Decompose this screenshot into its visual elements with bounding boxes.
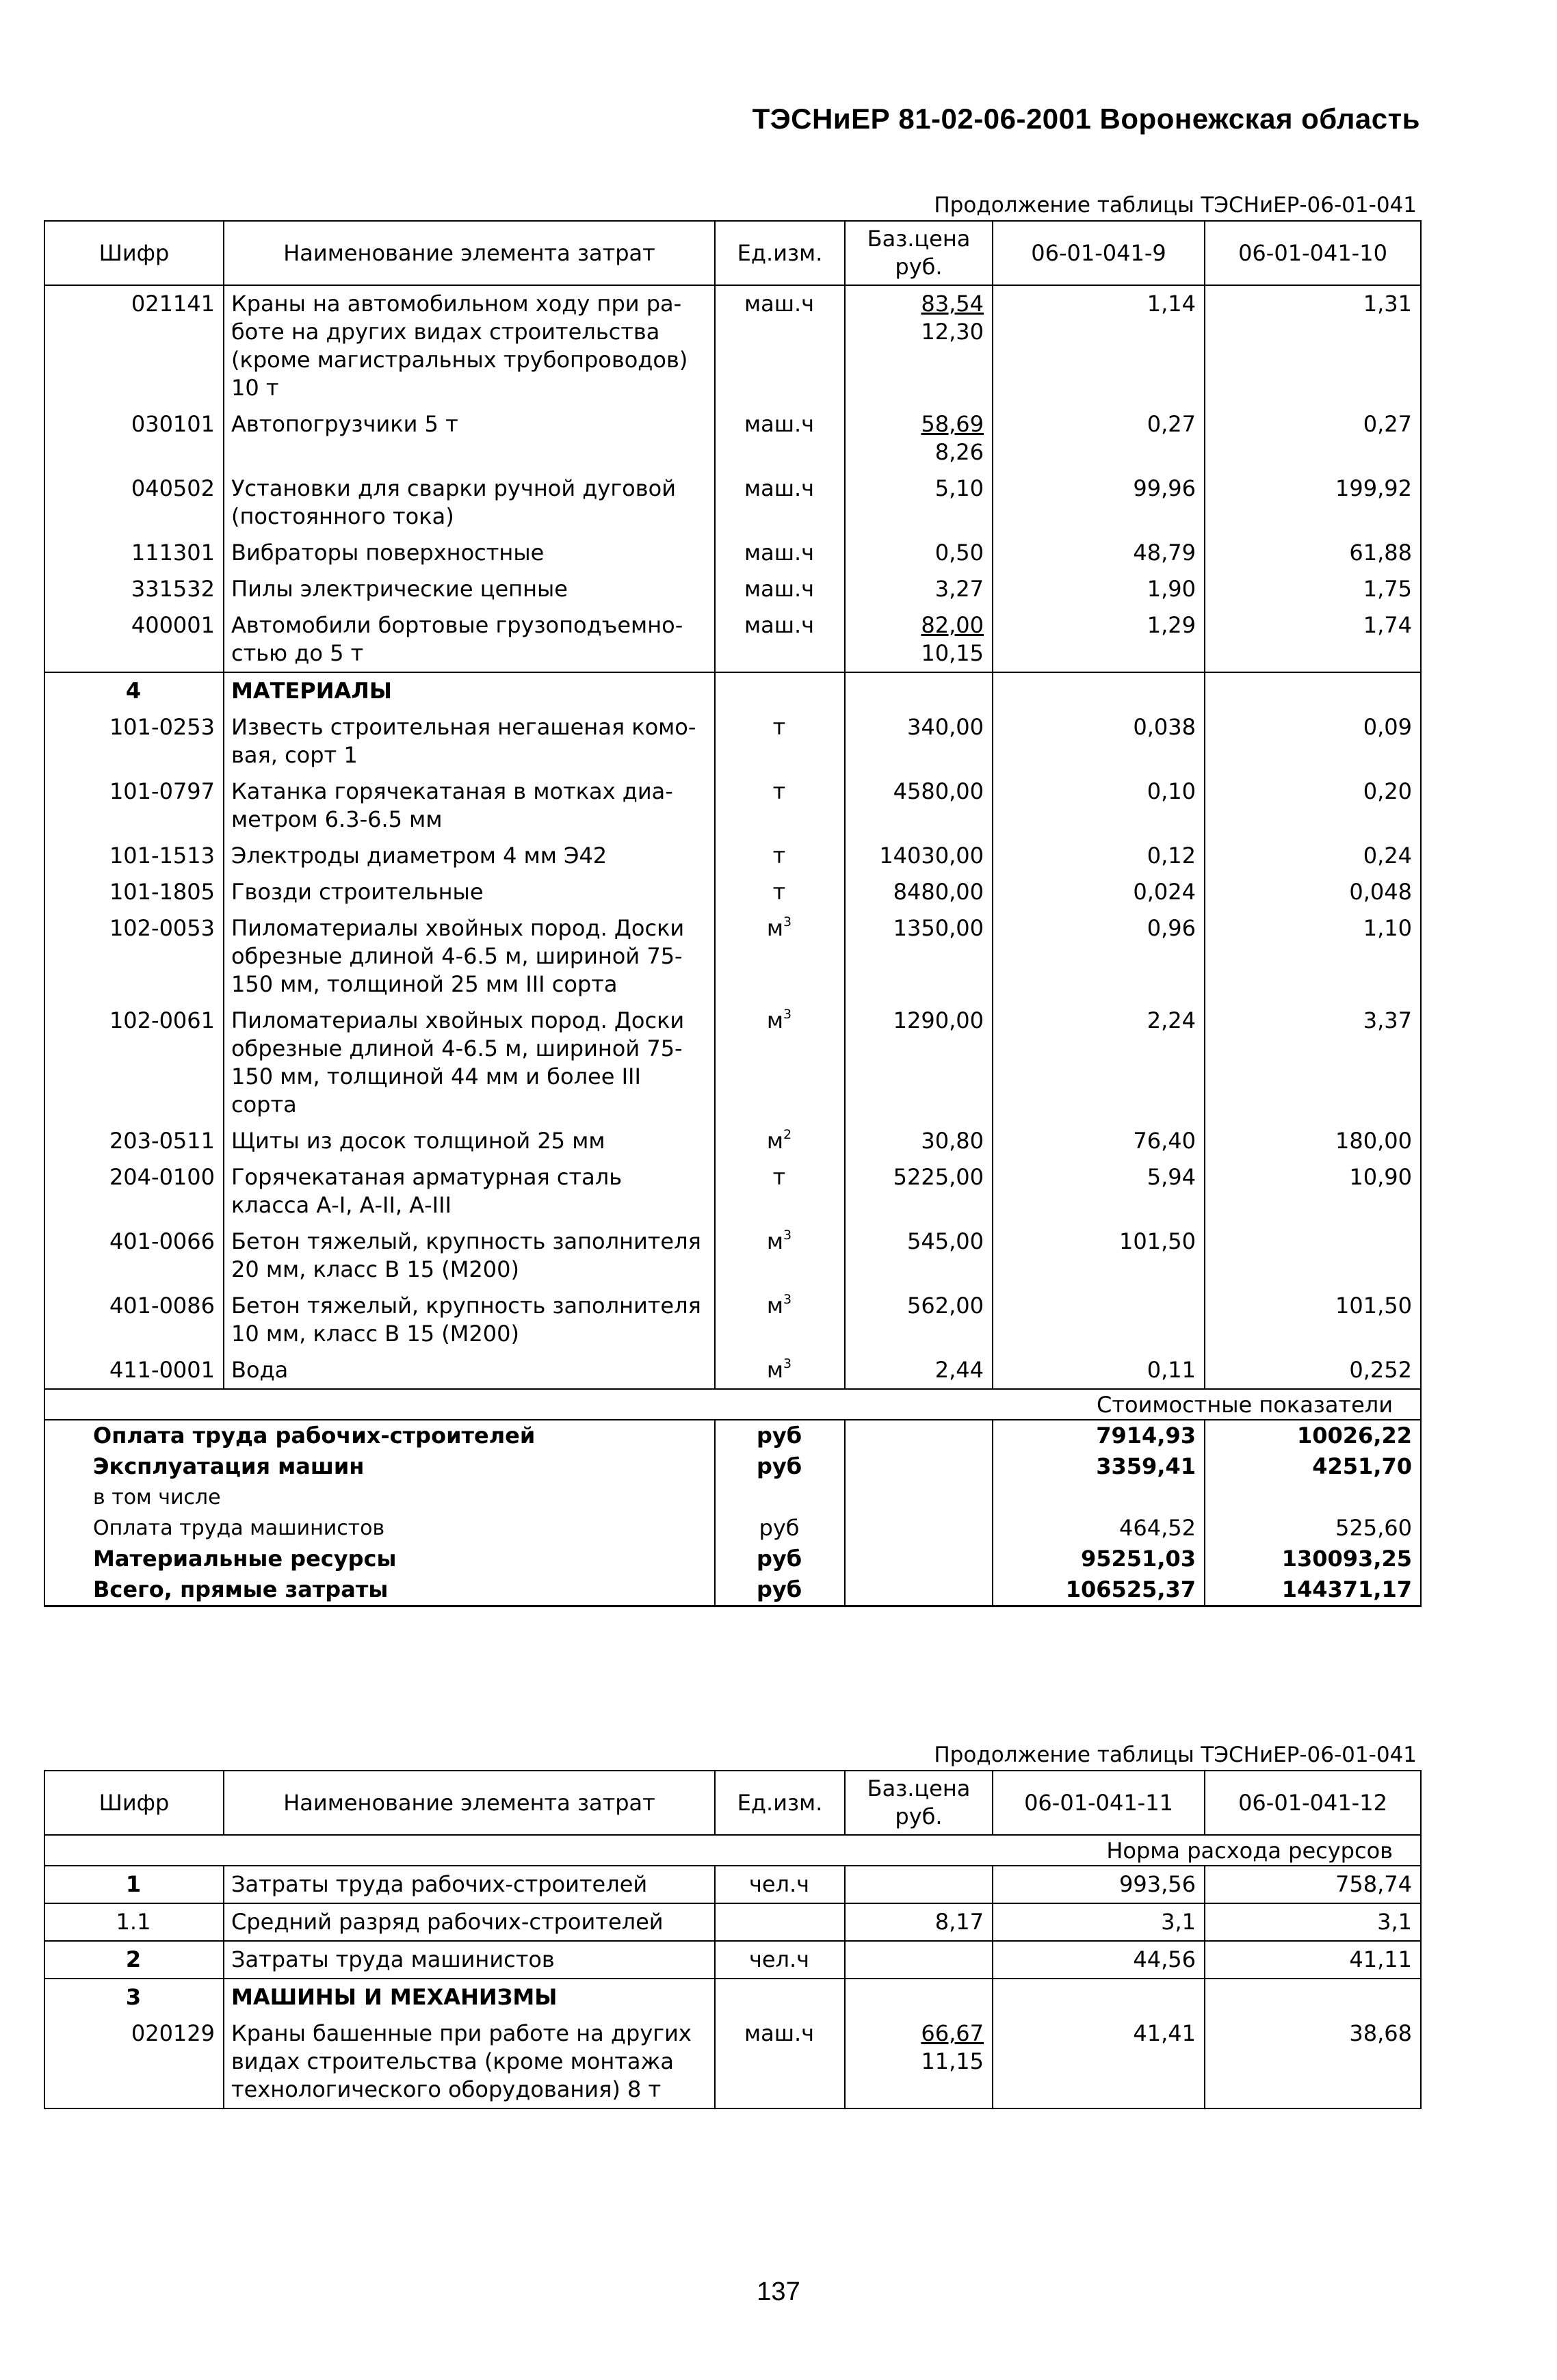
row-code: 204-0100: [44, 1159, 224, 1224]
row-price: [845, 874, 993, 910]
header-code: Шифр: [44, 1771, 224, 1835]
summary-unit: руб: [715, 1420, 845, 1451]
unit-text: м: [766, 1007, 784, 1033]
row-name: Установки для сварки ручной дуговой (постоянного тока): [224, 471, 715, 535]
row-value-a: 1,90: [993, 571, 1205, 607]
table-row: [44, 571, 1421, 607]
unit-text: маш.ч: [744, 540, 815, 566]
table-row: [44, 406, 1421, 471]
row-name: Вибраторы поверхностные: [224, 535, 715, 571]
row-price: [845, 1352, 993, 1389]
row-unit: [715, 1903, 845, 1941]
row-value-b: 101,50: [1205, 1288, 1421, 1352]
summary-unit: руб: [715, 1574, 845, 1606]
summary-value-a: 95251,03: [993, 1544, 1205, 1574]
row-value-b: 199,92: [1205, 471, 1421, 535]
band-row: [44, 1389, 1421, 1420]
empty-cell: [845, 1979, 993, 2015]
row-unit: [715, 285, 845, 406]
empty-cell: [845, 1482, 993, 1513]
row-value-b: 180,00: [1205, 1123, 1421, 1159]
row-name: Бетон тяжелый, крупность заполнителя 20 мм, класс В 15 (М200): [224, 1224, 715, 1288]
price-value: 30,80: [921, 1128, 984, 1154]
summary-row: [44, 1574, 1421, 1606]
row-price: [845, 1003, 993, 1123]
row-code: 101-1513: [44, 838, 224, 874]
table-row: [44, 607, 1421, 672]
summary-value-b: 4251,70: [1205, 1451, 1421, 1482]
section-title: МАТЕРИАЛЫ: [224, 672, 715, 709]
section-row: [44, 1979, 1421, 2015]
row-value-a: 2,24: [993, 1003, 1205, 1123]
row-value-a: 41,41: [993, 2015, 1205, 2108]
table-row: [44, 1123, 1421, 1159]
header-name: Наименование элемента затрат: [224, 221, 715, 285]
table-caption: Продолжение таблицы ТЭСНиЕР-06-01-041: [934, 193, 1417, 217]
price-value: 14030,00: [879, 843, 984, 869]
price-value: 1290,00: [893, 1007, 984, 1033]
row-unit: [715, 607, 845, 672]
resource-table-2: [44, 1770, 1422, 2109]
price-value: 58,69: [921, 411, 984, 437]
row-name: Затраты труда рабочих-строителей: [224, 1866, 715, 1903]
empty-cell: [845, 1420, 993, 1451]
header-col-b: 06-01-041-10: [1205, 221, 1421, 285]
row-unit: [715, 1003, 845, 1123]
price-salary-value: 8,26: [934, 439, 984, 465]
row-name: Горячекатаная арматурная сталь класса А-I, А-II, А-III: [224, 1159, 715, 1224]
unit-text: т: [772, 1164, 786, 1190]
row-value-a: 1,29: [993, 607, 1205, 672]
row-value-a: 48,79: [993, 535, 1205, 571]
row-price: [845, 709, 993, 774]
row-name: Пилы электрические цепные: [224, 571, 715, 607]
row-code: 030101: [44, 406, 224, 471]
row-value-b: 1,75: [1205, 571, 1421, 607]
price-value: 340,00: [907, 714, 984, 740]
row-code: 020129: [44, 2015, 224, 2108]
row-value-a: 0,024: [993, 874, 1205, 910]
price-value: 66,67: [921, 2020, 984, 2046]
row-unit: [715, 471, 845, 535]
row-unit: [715, 1288, 845, 1352]
unit-exponent: 3: [783, 1292, 792, 1307]
row-value-a: 3,1: [993, 1903, 1205, 1941]
row-name: Пиломатериалы хвойных пород. Доски обрезные длиной 4-6.5 м, шириной 75-150 мм, толщиной 44 мм и более III сорта: [224, 1003, 715, 1123]
empty-cell: [1205, 1979, 1421, 2015]
row-value-b: 0,20: [1205, 774, 1421, 838]
table-header-row: [44, 221, 1421, 285]
empty-cell: [845, 672, 993, 709]
unit-exponent: 3: [783, 1007, 792, 1022]
table-row: [44, 1003, 1421, 1123]
price-value: 5,10: [934, 475, 984, 501]
unit-text: м: [766, 1357, 784, 1383]
row-value-a: 0,038: [993, 709, 1205, 774]
resource-table-1: [44, 220, 1422, 1607]
unit-text: т: [772, 714, 786, 740]
empty-cell: [715, 1979, 845, 2015]
row-unit: чел.ч: [715, 1866, 845, 1903]
empty-cell: [845, 1544, 993, 1574]
row-name: Автомобили бортовые грузоподъемно-стью до 5 т: [224, 607, 715, 672]
row-value-b: 3,37: [1205, 1003, 1421, 1123]
row-name: Затраты труда машинистов: [224, 1941, 715, 1979]
unit-exponent: 3: [783, 1228, 792, 1243]
row-name: Вода: [224, 1352, 715, 1389]
row-value-a: 1,14: [993, 285, 1205, 406]
row-price: [845, 1159, 993, 1224]
summary-row: [44, 1451, 1421, 1482]
row-name: Автопогрузчики 5 т: [224, 406, 715, 471]
row-name: Бетон тяжелый, крупность заполнителя 10 мм, класс В 15 (М200): [224, 1288, 715, 1352]
row-price: [845, 1288, 993, 1352]
row-code: 331532: [44, 571, 224, 607]
row-value-a: 0,10: [993, 774, 1205, 838]
row-name: Электроды диаметром 4 мм Э42: [224, 838, 715, 874]
price-value: 1350,00: [893, 915, 984, 941]
row-name: Краны башенные при работе на других видах строительства (кроме монтажа технологического оборудования) 8 т: [224, 2015, 715, 2108]
row-value-b: 0,27: [1205, 406, 1421, 471]
row-value-a: [993, 1288, 1205, 1352]
price-value: 5225,00: [893, 1164, 984, 1190]
price-value: 0,50: [934, 540, 984, 566]
row-code: 102-0053: [44, 910, 224, 1003]
row-price: [845, 406, 993, 471]
table-row: [44, 471, 1421, 535]
row-unit: [715, 709, 845, 774]
summary-value-a: [993, 1482, 1205, 1513]
unit-text: маш.ч: [744, 411, 815, 437]
row-code: 101-1805: [44, 874, 224, 910]
row-price: [845, 607, 993, 672]
row-value-a: 99,96: [993, 471, 1205, 535]
table-caption-2: Продолжение таблицы ТЭСНиЕР-06-01-041: [934, 1743, 1417, 1767]
row-name: Известь строительная негашеная комо-вая, сорт 1: [224, 709, 715, 774]
price-value: 562,00: [907, 1293, 984, 1319]
table-row: [44, 2015, 1421, 2108]
row-value-a: 101,50: [993, 1224, 1205, 1288]
summary-row: [44, 1420, 1421, 1451]
row-price: [845, 535, 993, 571]
row-price: [845, 571, 993, 607]
unit-text: м: [766, 1293, 784, 1319]
table-row: [44, 285, 1421, 406]
row-code: 102-0061: [44, 1003, 224, 1123]
summary-value-b: 144371,17: [1205, 1574, 1421, 1606]
summary-value-b: 130093,25: [1205, 1544, 1421, 1574]
price-value: 545,00: [907, 1228, 984, 1254]
header-unit: Ед.изм.: [715, 1771, 845, 1835]
row-price: [845, 285, 993, 406]
table-row: [44, 838, 1421, 874]
summary-row: [44, 1513, 1421, 1544]
page-title: ТЭСНиЕР 81-02-06-2001 Воронежская область: [752, 103, 1420, 135]
header-name: Наименование элемента затрат: [224, 1771, 715, 1835]
summary-value-a: 7914,93: [993, 1420, 1205, 1451]
summary-label: Оплата труда машинистов: [44, 1513, 715, 1544]
row-value-b: [1205, 1224, 1421, 1288]
empty-cell: [1205, 672, 1421, 709]
row-unit: [715, 1224, 845, 1288]
unit-text: м: [766, 1228, 784, 1254]
unit-text: м: [766, 1128, 784, 1154]
row-unit: [715, 1123, 845, 1159]
section-title: МАШИНЫ И МЕХАНИЗМЫ: [224, 1979, 715, 2015]
price-value: 3,27: [934, 576, 984, 602]
summary-label: в том числе: [44, 1482, 715, 1513]
summary-unit: руб: [715, 1544, 845, 1574]
summary-value-a: 3359,41: [993, 1451, 1205, 1482]
header-unit: Ед.изм.: [715, 221, 845, 285]
row-code: 040502: [44, 471, 224, 535]
row-value-a: 5,94: [993, 1159, 1205, 1224]
row-value-b: 0,09: [1205, 709, 1421, 774]
empty-cell: [715, 672, 845, 709]
page-number: 137: [757, 2277, 800, 2306]
row-value-b: 61,88: [1205, 535, 1421, 571]
price-value: 4580,00: [893, 778, 984, 804]
row-code: 401-0086: [44, 1288, 224, 1352]
section-number: 4: [44, 672, 224, 709]
summary-label: Всего, прямые затраты: [44, 1574, 715, 1606]
table-header-row: [44, 1771, 1421, 1835]
header-col-b: 06-01-041-12: [1205, 1771, 1421, 1835]
row-value-a: 0,11: [993, 1352, 1205, 1389]
row-value-a: 44,56: [993, 1941, 1205, 1979]
empty-cell: [993, 672, 1205, 709]
unit-text: т: [772, 778, 786, 804]
summary-label: Материальные ресурсы: [44, 1544, 715, 1574]
price-salary-value: 10,15: [921, 640, 984, 666]
price-salary-value: 11,15: [921, 2048, 984, 2074]
row-price: [845, 1866, 993, 1903]
price-value: 83,54: [921, 291, 984, 317]
row-code: 1: [44, 1866, 224, 1903]
summary-value-b: 10026,22: [1205, 1420, 1421, 1451]
unit-text: т: [772, 843, 786, 869]
row-name: Краны на автомобильном ходу при ра-боте на других видах строительства (кроме магистральных трубопроводов) 10 т: [224, 285, 715, 406]
price-value: 8480,00: [893, 879, 984, 905]
summary-unit: руб: [715, 1451, 845, 1482]
row-code: 203-0511: [44, 1123, 224, 1159]
row-unit: [715, 571, 845, 607]
section-row: [44, 672, 1421, 709]
row-code: 411-0001: [44, 1352, 224, 1389]
row-unit: чел.ч: [715, 1941, 845, 1979]
row-value-a: 0,96: [993, 910, 1205, 1003]
summary-value-b: 525,60: [1205, 1513, 1421, 1544]
row-unit: [715, 910, 845, 1003]
summary-unit: [715, 1482, 845, 1513]
unit-exponent: 3: [783, 914, 792, 929]
row-code: 1.1: [44, 1903, 224, 1941]
row-unit: [715, 774, 845, 838]
row-code: 021141: [44, 285, 224, 406]
row-unit: [715, 2015, 845, 2108]
row-price: [845, 2015, 993, 2108]
row-unit: [715, 406, 845, 471]
row-code: 111301: [44, 535, 224, 571]
unit-text: м: [766, 915, 784, 941]
summary-label: Эксплуатация машин: [44, 1451, 715, 1482]
summary-unit: руб: [715, 1513, 845, 1544]
row-value-b: 1,31: [1205, 285, 1421, 406]
summary-label: Оплата труда рабочих-строителей: [44, 1420, 715, 1451]
unit-text: т: [772, 879, 786, 905]
row-name: Катанка горячекатаная в мотках диа-метром 6.3-6.5 мм: [224, 774, 715, 838]
summary-value-b: [1205, 1482, 1421, 1513]
price-value: 2,44: [934, 1357, 984, 1383]
price-value: 82,00: [921, 612, 984, 638]
row-code: 2: [44, 1941, 224, 1979]
summary-row: [44, 1544, 1421, 1574]
summary-row: [44, 1482, 1421, 1513]
unit-text: маш.ч: [744, 291, 815, 317]
band-label: Норма расхода ресурсов: [44, 1835, 1421, 1866]
row-value-a: 76,40: [993, 1123, 1205, 1159]
unit-text: маш.ч: [744, 2020, 815, 2046]
empty-cell: [845, 1513, 993, 1544]
row-unit: [715, 1159, 845, 1224]
row-code: 401-0066: [44, 1224, 224, 1288]
table-row: [44, 1159, 1421, 1224]
table-row: [44, 1224, 1421, 1288]
table-row: [44, 535, 1421, 571]
row-value-b: 0,24: [1205, 838, 1421, 874]
row-name: Щиты из досок толщиной 25 мм: [224, 1123, 715, 1159]
row-code: 101-0253: [44, 709, 224, 774]
row-price: [845, 910, 993, 1003]
unit-text: маш.ч: [744, 475, 815, 501]
row-name: Гвозди строительные: [224, 874, 715, 910]
row-price: [845, 774, 993, 838]
row-value-b: 38,68: [1205, 2015, 1421, 2108]
unit-exponent: 3: [783, 1356, 792, 1371]
table-row: [44, 1903, 1421, 1941]
row-name: Средний разряд рабочих-строителей: [224, 1903, 715, 1941]
table-row: [44, 1941, 1421, 1979]
row-unit: [715, 535, 845, 571]
table-row: [44, 910, 1421, 1003]
table-row: [44, 1866, 1421, 1903]
table-row: [44, 1288, 1421, 1352]
row-value-a: 0,12: [993, 838, 1205, 874]
row-value-a: 0,27: [993, 406, 1205, 471]
band-row: [44, 1835, 1421, 1866]
row-value-b: 1,74: [1205, 607, 1421, 672]
empty-cell: [993, 1979, 1205, 2015]
section-number: 3: [44, 1979, 224, 2015]
header-code: Шифр: [44, 221, 224, 285]
row-unit: [715, 838, 845, 874]
row-value-b: 758,74: [1205, 1866, 1421, 1903]
row-code: 101-0797: [44, 774, 224, 838]
empty-cell: [845, 1451, 993, 1482]
header-col-a: 06-01-041-9: [993, 221, 1205, 285]
row-price: [845, 471, 993, 535]
band-label: Стоимостные показатели: [44, 1389, 1421, 1420]
unit-text: маш.ч: [744, 612, 815, 638]
unit-exponent: 2: [783, 1127, 792, 1142]
row-value-b: 3,1: [1205, 1903, 1421, 1941]
header-price: Баз.цена руб.: [845, 221, 993, 285]
row-price: [845, 1224, 993, 1288]
row-code: 400001: [44, 607, 224, 672]
row-value-b: 10,90: [1205, 1159, 1421, 1224]
row-price: [845, 838, 993, 874]
table-row: [44, 1352, 1421, 1389]
row-unit: [715, 874, 845, 910]
header-price: Баз.цена руб.: [845, 1771, 993, 1835]
table-row: [44, 874, 1421, 910]
row-price: [845, 1941, 993, 1979]
row-value-b: 0,048: [1205, 874, 1421, 910]
row-value-b: 0,252: [1205, 1352, 1421, 1389]
row-unit: [715, 1352, 845, 1389]
unit-text: маш.ч: [744, 576, 815, 602]
row-name: Пиломатериалы хвойных пород. Доски обрезные длиной 4-6.5 м, шириной 75-150 мм, толщиной 25 мм III сорта: [224, 910, 715, 1003]
table-row: [44, 774, 1421, 838]
empty-cell: [845, 1574, 993, 1606]
row-value-b: 1,10: [1205, 910, 1421, 1003]
price-salary-value: 12,30: [921, 319, 984, 345]
row-value-b: 41,11: [1205, 1941, 1421, 1979]
row-value-a: 993,56: [993, 1866, 1205, 1903]
row-price: [845, 1123, 993, 1159]
header-col-a: 06-01-041-11: [993, 1771, 1205, 1835]
row-price: 8,17: [845, 1903, 993, 1941]
table-row: [44, 709, 1421, 774]
summary-value-a: 464,52: [993, 1513, 1205, 1544]
summary-value-a: 106525,37: [993, 1574, 1205, 1606]
